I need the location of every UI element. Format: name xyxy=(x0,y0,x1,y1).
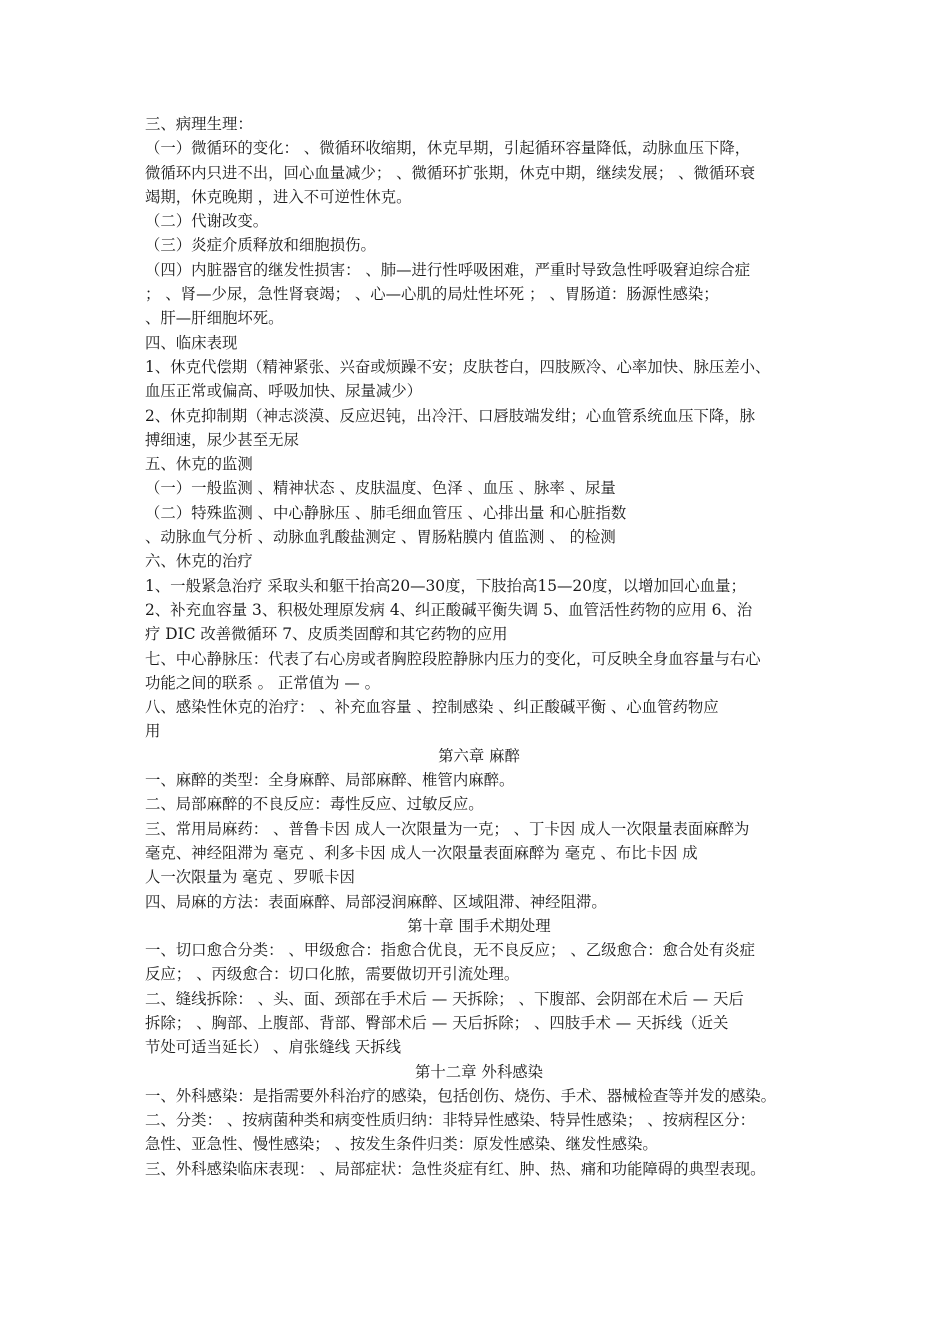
text-line: 微循环内只进不出，回心血量减少； 、微循环扩张期，休克中期，继续发展； 、微循环衰 xyxy=(145,163,756,182)
text-line: 血压正常或偏高、呼吸加快、尿量减少） xyxy=(145,382,423,401)
text-line: 二、局部麻醉的不良反应：毒性反应、过敏反应。 xyxy=(145,795,484,814)
text-line: 、动脉血气分析 、动脉血乳酸盐测定 、胃肠粘膜内 值监测 、 的检测 xyxy=(145,528,616,547)
section-heading: 五、休克的监测 xyxy=(145,455,253,474)
text-line: 毫克、神经阻滞为 毫克 、利多卡因 成人一次限量表面麻醉为 毫克 、布比卡因 成 xyxy=(145,843,698,862)
text-line: 1、休克代偿期（精神紧张、兴奋或烦躁不安；皮肤苍白，四肢厥冷、心率加快、脉压差小、 xyxy=(145,357,771,376)
chapter-heading: 第六章 麻醉 xyxy=(438,746,520,765)
text-line: 八、感染性休克的治疗： 、补充血容量 、控制感染 、纠正酸碱平衡 、心血管药物应 xyxy=(145,698,719,717)
section-heading: 六、休克的治疗 xyxy=(145,552,253,571)
text-line: （三）炎症介质释放和细胞损伤。 xyxy=(145,236,376,255)
text-line: 、肝—肝细胞坏死。 xyxy=(145,309,284,328)
text-line: 人一次限量为 毫克 、罗哌卡因 xyxy=(145,868,355,887)
text-line: 搏细速，尿少甚至无尿 xyxy=(145,430,299,449)
text-line: 一、麻醉的类型：全身麻醉、局部麻醉、椎管内麻醉。 xyxy=(145,771,515,790)
text-line: 二、分类： 、按病菌种类和病变性质归纳：非特异性感染、特异性感染； 、按病程区分： xyxy=(145,1111,756,1130)
text-line: 一、外科感染：是指需要外科治疗的感染，包括创伤、烧伤、手术、器械检查等并发的感染。 xyxy=(145,1086,777,1105)
text-line: 2、休克抑制期（神志淡漠、反应迟钝，出冷汗、口唇肢端发绀；心血管系统血压下降，脉 xyxy=(145,406,756,425)
text-line: 七、中心静脉压：代表了右心房或者胸腔段腔静脉内压力的变化，可反映全身血容量与右心 xyxy=(145,649,761,668)
chapter-heading: 第十二章 外科感染 xyxy=(414,1062,544,1081)
text-line: 四、局麻的方法：表面麻醉、局部浸润麻醉、区域阻滞、神经阻滞。 xyxy=(145,892,607,911)
text-line: 1、一般紧急治疗 采取头和躯干抬高20—30度，下肢抬高15—20度，以增加回心血量； xyxy=(145,576,746,595)
text-line: 疗 DIC 改善微循环 7、皮质类固醇和其它药物的应用 xyxy=(145,625,508,644)
text-line: （二）代谢改变。 xyxy=(145,212,269,231)
text-line: 三、外科感染临床表现： 、局部症状：急性炎症有红、肿、热、痛和功能障碍的典型表现。 xyxy=(145,1159,766,1178)
text-line: 一、切口愈合分类： 、甲级愈合：指愈合优良，无不良反应； 、乙级愈合：愈合处有炎症 xyxy=(145,941,756,960)
chapter-heading: 第十章 围手术期处理 xyxy=(407,916,551,935)
text-line: （一）一般监测 、精神状态 、皮肤温度、色泽 、血压 、脉率 、尿量 xyxy=(145,479,616,498)
text-line: 三、常用局麻药： 、普鲁卡因 成人一次限量为一克； 、丁卡因 成人一次限量表面麻醉为 xyxy=(145,819,750,838)
text-line: （一）微循环的变化： 、微循环收缩期，休克早期，引起循环容量降低，动脉血压下降， xyxy=(145,139,751,158)
section-heading: 四、临床表现 xyxy=(145,333,238,352)
text-line: 三、病理生理： xyxy=(145,115,253,133)
document-page xyxy=(145,112,813,1181)
text-line: 2、补充血容量 3、积极处理原发病 4、纠正酸碱平衡失调 5、血管活性药物的应用 6、治 xyxy=(145,600,753,619)
text-line: （二）特殊监测 、中心静脉压 、肺毛细血管压 、心排出量 和心脏指数 xyxy=(145,503,627,522)
text-line: 急性、亚急性、慢性感染； 、按发生条件归类：原发性感染、继发性感染。 xyxy=(145,1135,658,1154)
text-line: 拆除； 、胸部、上腹部、背部、臀部术后 — 天后拆除； 、四肢手术 — 天拆线（近关 xyxy=(145,1013,729,1032)
text-line: 反应； 、丙级愈合：切口化脓，需要做切开引流处理。 xyxy=(145,965,520,984)
text-line: 二、缝线拆除： 、头、面、颈部在手术后 — 天拆除； 、下腹部、会阴部在术后 — 天后 xyxy=(145,989,744,1008)
text-line: ； 、肾—少尿，急性肾衰竭； 、心—心肌的局灶性坏死 ； 、胃肠道：肠源性感染； xyxy=(145,285,719,304)
text-line: （四）内脏器官的继发性损害： 、肺—进行性呼吸困难，严重时导致急性呼吸窘迫综合症 xyxy=(145,260,751,279)
text-line: 功能之间的联系 。 正常值为 — 。 xyxy=(145,673,381,692)
text-line: 竭期，休克晚期 ，进入不可逆性休克。 xyxy=(145,187,412,206)
text-line: 用 xyxy=(145,722,161,741)
text-line: 节处可适当延长） 、肩张缝线 天拆线 xyxy=(145,1038,402,1057)
